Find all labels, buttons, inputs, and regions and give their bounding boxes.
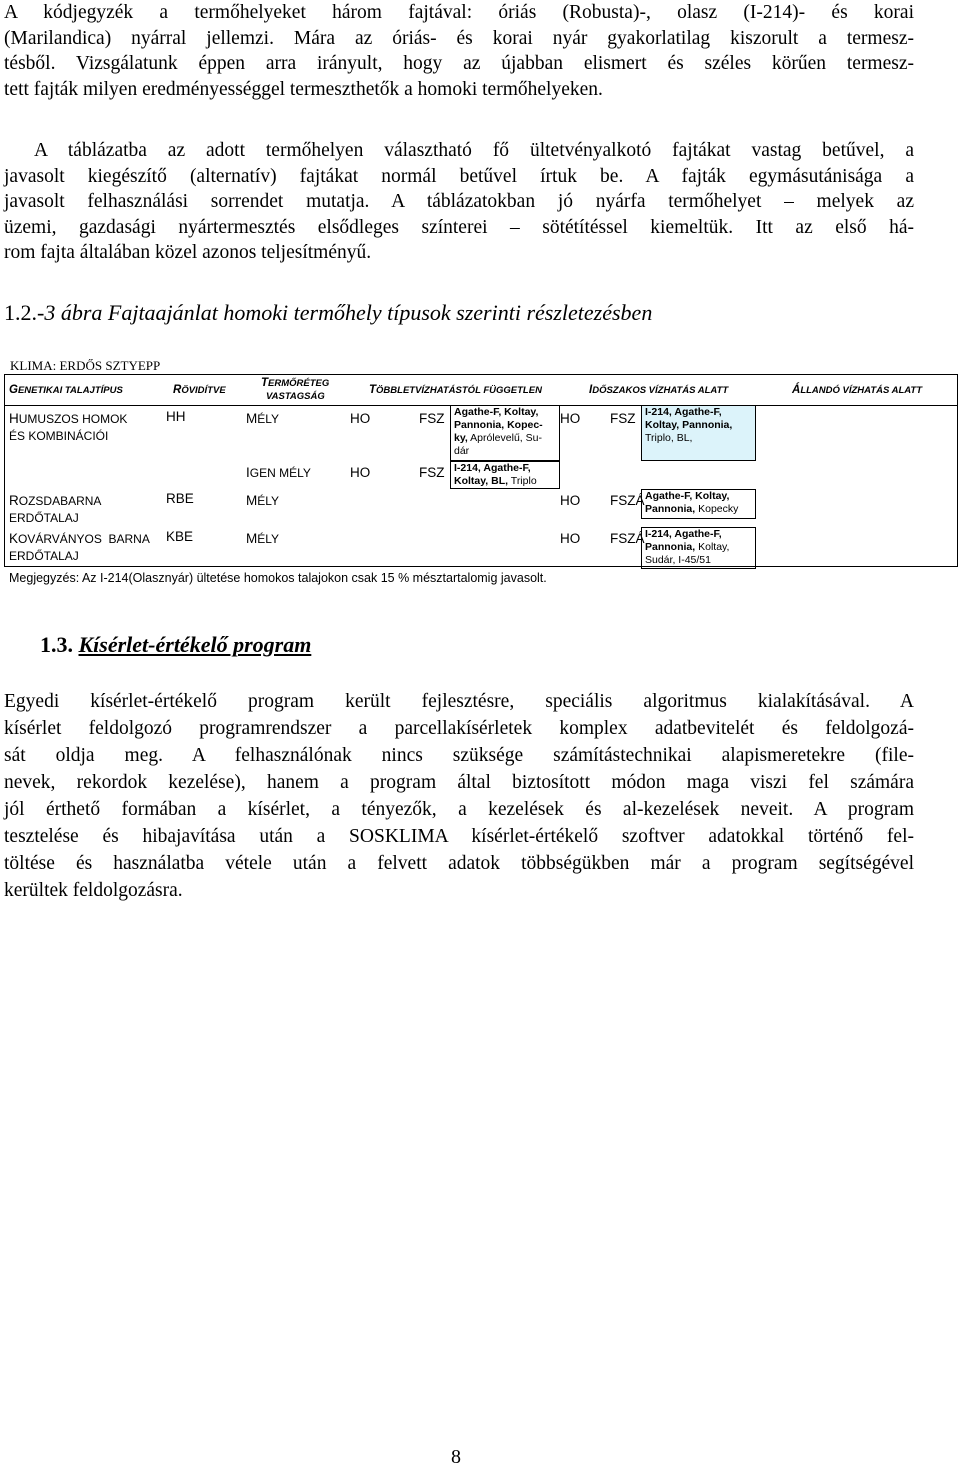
text-line: jól érthető formában a kísérlet, a tényezők, a kezelések és al-kezelések neveit. A program — [4, 799, 914, 820]
body-paragraph — [4, 688, 914, 904]
hh-fsz: FSZ — [419, 411, 445, 426]
text-line: nevek, rekordok kezelése), hanem a program által biztosított módon maga viszi fel számára — [4, 772, 914, 793]
text-line: rom fajta általában közel azonos teljesítményű. — [4, 242, 372, 263]
text-line: (Marilandica) nyárral jellemzi. Mára az óriás- és korai nyár gyakorlatilag kiszorult a termesz- — [4, 27, 914, 49]
header-depth: TERMŐRÉTEG — [261, 377, 330, 389]
hh2-fsz: FSZ — [419, 465, 445, 480]
text-line: tesztelése és hibajavítása után a SOSKLIMA kísérlet-értékelő szoftver adatokkal történő fel- — [4, 826, 914, 847]
figure-caption — [4, 300, 652, 326]
caption-text: 3 ábra Fajtaajánlat homoki termőhely típusok szerinti részletezésben — [44, 300, 653, 325]
hh2-ho: HO — [350, 465, 371, 480]
explanation-paragraph — [4, 138, 914, 266]
header-depth-2: VASTAGSÁG — [266, 391, 325, 402]
rbe-periodic-varieties: Agathe-F, Koltay, Pannonia, Kopecky — [641, 489, 756, 519]
rbe-abbr: RBE — [166, 491, 194, 506]
hh-deep-independent-varieties: Agathe-F, Koltay, Pannonia, Kopec- ky, Aprólevelű, Su- dár — [450, 405, 560, 461]
text-line: sát oldja meg. A felhasználónak nincs szüksége számítástechnikai alapismeretekre (file- — [4, 745, 914, 766]
section-heading — [40, 632, 311, 658]
hh-periodic-ho: HO — [560, 411, 581, 426]
kbe-depth: MÉLY — [246, 531, 280, 546]
hh-type-2: ÉS KOMBINÁCIÓI — [9, 429, 109, 443]
table-note: Megjegyzés: Az I-214(Olasznyár) ültetése homokos talajokon csak 15 % mésztartalomig javasolt. — [9, 571, 547, 585]
hh-deep-periodic-varieties: I-214, Agathe-F, Koltay, Pannonia, Triplo, BL, — [641, 405, 756, 461]
text-line: tett fajták milyen eredményességgel termeszthetők a homoki termőhelyeken. — [4, 78, 603, 100]
text-line: javasolt felhasználási sorrendet mutatja. A táblázatokban jó nyárfa termőhelyet – melyek az — [4, 191, 914, 212]
kbe-fsza: FSZÁ — [610, 531, 645, 546]
variety-table — [4, 374, 958, 585]
text-line: A táblázatba az adott termőhelyen választható fő ültetvényalkotó fajtákat vastag betűvel, a — [34, 140, 914, 161]
text-line: töltése és használatba vétele után a felvett adatok többségükben már a program segítségével — [4, 853, 914, 874]
hh-periodic-fsz: FSZ — [610, 411, 636, 426]
hh-depth-fairly-deep: IGEN MÉLY — [246, 465, 311, 480]
rbe-depth: MÉLY — [246, 493, 280, 508]
header-permanent: ÁLLANDÓ VÍZHATÁS ALATT — [792, 384, 923, 396]
hh-depth-deep: MÉLY — [246, 411, 280, 426]
hh-type: HUMUSZOS HOMOK — [9, 411, 128, 426]
kbe-type-2: ERDŐTALAJ — [9, 549, 79, 563]
kbe-abbr: KBE — [166, 529, 194, 544]
kbe-type: KOVÁRVÁNYOS BARNA — [9, 531, 150, 546]
text-line: Egyedi kísérlet-értékelő program került fejlesztésre, speciális algoritmus kialakításával. A — [4, 691, 914, 712]
text-line: javasolt kiegészítő (alternatív) fajtákat normál betűvel írtuk be. A fajták egymásutánisága a — [4, 165, 914, 187]
section-number: 1.3. — [40, 632, 73, 657]
rbe-fsza: FSZÁ — [610, 493, 645, 508]
hh-fairly-deep-varieties: I-214, Agathe-F, Koltay, BL, Triplo — [450, 461, 560, 489]
text-line: tésből. Vizsgálatunk éppen arra irányult, hogy az újabban elismert és széles körűen termesz- — [4, 53, 914, 74]
section-title: Kísérlet-értékelő program — [78, 632, 312, 657]
kbe-periodic-varieties: I-214, Agathe-F, Pannonia, Koltay, Sudár, I-45/51 — [641, 527, 756, 569]
hh-abbr: HH — [166, 409, 186, 424]
page-number: 8 — [451, 1446, 461, 1468]
rbe-type: ROZSDABARNA — [9, 493, 102, 508]
table-header — [5, 375, 957, 406]
kbe-ho: HO — [560, 531, 581, 546]
hh-ho: HO — [350, 411, 371, 426]
caption-number: 1.2.- — [4, 300, 45, 325]
intro-paragraph — [4, 0, 914, 102]
rbe-type-2: ERDŐTALAJ — [9, 511, 79, 525]
text-line: A kódjegyzék a termőhelyeket három fajtával: óriás (Robusta)-, olasz (I-214)- és korai — [4, 2, 914, 23]
rbe-ho: HO — [560, 493, 581, 508]
text-line: üzemi, gazdasági nyártermesztés elsődleges színterei – sötétítéssel kiemeltük. Itt az első há- — [4, 216, 914, 238]
header-periodic: IDŐSZAKOS VÍZHATÁS ALATT — [589, 384, 729, 396]
header-genetic-type: GENETIKAI TALAJTÍPUS — [9, 384, 123, 396]
header-abbrev: RÖVIDÍTVE — [173, 384, 226, 396]
table-title: KLIMA: ERDŐS SZTYEPP — [10, 358, 161, 373]
text-line: kísérlet feldolgozó programrendszer a parcellakísérletek komplex adatbevitelét és feldolgozá- — [4, 718, 914, 739]
text-line: kerültek feldolgozásra. — [4, 880, 183, 901]
header-independent: TÖBBLETVÍZHATÁSTÓL FÜGGETLEN — [369, 384, 542, 396]
